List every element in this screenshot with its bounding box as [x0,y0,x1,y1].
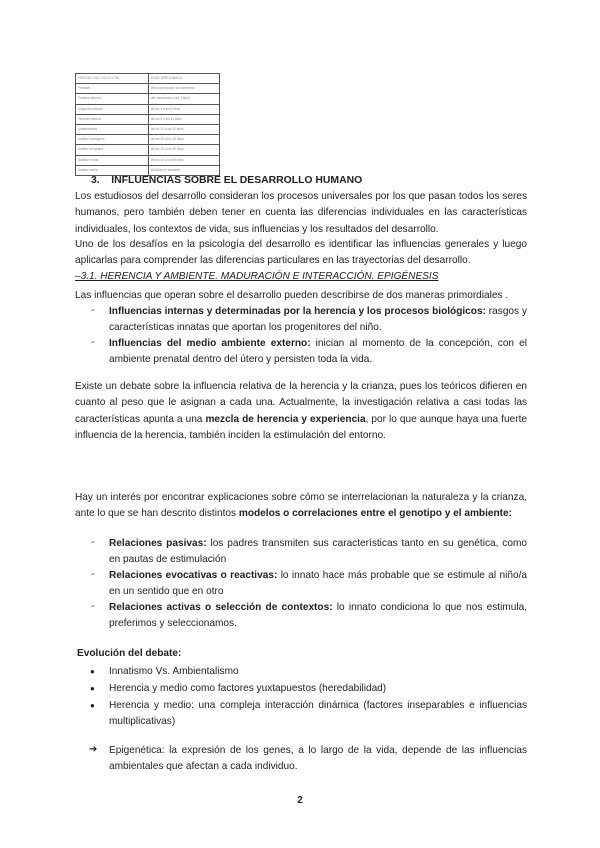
table-cell-period: Adultez emergente [76,135,149,145]
table-row [76,155,220,165]
list-dash: - [91,601,95,612]
relation-item-bold: Relaciones pasivas: [109,538,207,549]
epigenetics-text: Epigenética: la expresión de los genes, a lo largo de la vida, depende de las influencias ambientales que afectan a cada individuo. [109,745,527,772]
table-row [76,74,220,84]
section-3-number: 3. [91,175,100,186]
relation-item-bold: Relaciones evocativas o reactivas: [109,570,278,581]
table-cell-period: PERÍODO DEL CICLO VITAL [76,74,149,84]
table-cell-period: Adultez temprana [76,145,149,155]
table-cell-age: de la concepción al nacimiento [149,84,220,94]
table-cell-period: Adultez tardía [76,165,149,175]
table-row [76,124,220,134]
influence-item-bold: Influencias internas y determinadas por la herencia y los procesos biológicos: [109,306,486,317]
list-dash: - [91,337,95,348]
influence-item-internal [109,304,527,335]
evolution-heading: Evolución del debate: [77,648,182,659]
table-cell-age: 65 años en adelante [149,165,220,175]
evolution-item: Innatismo Vs. Ambientalismo [109,666,239,677]
section-3-title: INFLUENCIAS SOBRE EL DESARROLLO HUMANO [111,175,363,186]
table-cell-age: EDAD APROXIMADA [149,74,220,84]
section-3-paragraph-1: Los estudiosos del desarrollo consideran los procesos universales por los que pasan todos los seres humanos, pero también deben tener en cuenta las diferencias individuales en las características individuales, los contextos de vida, sus influencias y los resultados del desarrollo. [75,191,527,235]
bullet-icon: ● [90,701,95,710]
table-row [76,135,220,145]
debate-text-bold: mezcla de herencia y experiencia [205,413,366,425]
relation-item-text: lo innato condiciona lo que nos estimula, preferimos y seleccionamos. [109,602,527,629]
section-3-1-heading: –3.1. HERENCIA Y AMBIENTE. MADURACIÓN E INTERACCIÓN. EPIGÉNESIS [75,271,439,282]
table-cell-age: de los 6 a los 11 años [149,114,220,124]
list-dash: - [91,569,95,580]
influence-item-text: inician al momento de la concepción, con el ambiente prenatal dentro del útero y persisten toda la vida. [109,338,527,365]
table-row [76,84,220,94]
section-3-heading [91,175,362,186]
table-cell-age: de los 20 a los 25 años [149,135,220,145]
arrow-right-icon: ➔ [89,744,98,755]
table-cell-period: Adolescencia [76,124,149,134]
table-row [76,145,220,155]
table-cell-period: Segunda infancia [76,104,149,114]
table-cell-age: de los 40 a los 65 años [149,155,220,165]
debate-text-c: , por lo que aunque haya una fuerte influencia de la herencia, también inciden la estimulación del entorno. [75,413,527,442]
list-dash: - [91,305,95,316]
bullet-icon: ● [90,684,95,693]
models-text-a: Hay un interés por encontrar explicaciones sobre cómo se interrelacionan la naturaleza y la crianza, ante lo que se han descrito distintos [75,492,527,520]
table-row [76,94,220,104]
relation-item-bold: Relaciones activas o selección de contextos: [109,602,333,613]
table-cell-age: de los 25 a los 40 años [149,145,220,155]
list-dash: - [91,537,95,548]
relation-item-text: los padres transmiten sus características tanto en su genética, como en pautas de estimulación [109,538,527,565]
table-cell-age: de los 11 a los 20 años [149,124,220,134]
influence-item-external [109,336,527,367]
life-stages-table [75,73,220,176]
table-cell-age: de los 3 a los 6 años [149,104,220,114]
debate-text-a: Existe un debate sobre la influencia relativa de la herencia y la crianza, pues los teóricos difieren en cuanto al peso que le asignan a cada una. Actualmente, la investigación relativa a casi todas las características apunta a una [75,381,527,425]
relation-item-passive [109,536,527,567]
influence-item-text: rasgos y características innatas que aportan los progenitores del niño. [109,306,527,333]
models-paragraph [75,490,527,523]
table-cell-period: Prenatal [76,84,149,94]
debate-paragraph [75,379,527,445]
bullet-icon: ● [90,667,95,676]
influence-item-bold: Influencias del medio ambiente externo: [109,338,311,349]
relation-item-active [109,600,527,631]
evolution-item: Herencia y medio: una compleja interacción dinámica (factores inseparables e influencias multiplicativas) [109,700,527,727]
table-cell-period: Adultez media [76,155,149,165]
relation-item-text: lo innato hace más probable que se estimule al niño/a en un sentido que en otro [109,570,528,597]
models-text-bold: modelos o correlaciones entre el genotipo y el ambiente: [238,508,513,520]
relation-item-evocative [109,568,527,599]
evolution-item: Herencia y medio como factores yuxtapuestos (heredabilidad) [109,683,387,694]
table-row [76,104,220,114]
table-cell-age: del nacimiento a los 3 años [149,94,220,104]
section-3-1-intro: Las influencias que operan sobre el desarrollo pueden describirse de dos maneras primordiales . [75,290,509,301]
table-cell-period: Primera infancia [76,94,149,104]
page-number: 2 [297,795,303,806]
table-row [76,114,220,124]
table-row [76,165,220,175]
table-cell-period: Tercera infancia [76,114,149,124]
section-3-paragraph-2: Uno de los desafíos en la psicología del desarrollo es identificar las influencias generales y luego aplicarlas para comprender las diferencias particulares en las trayectorias del desarrollo. [75,239,527,267]
